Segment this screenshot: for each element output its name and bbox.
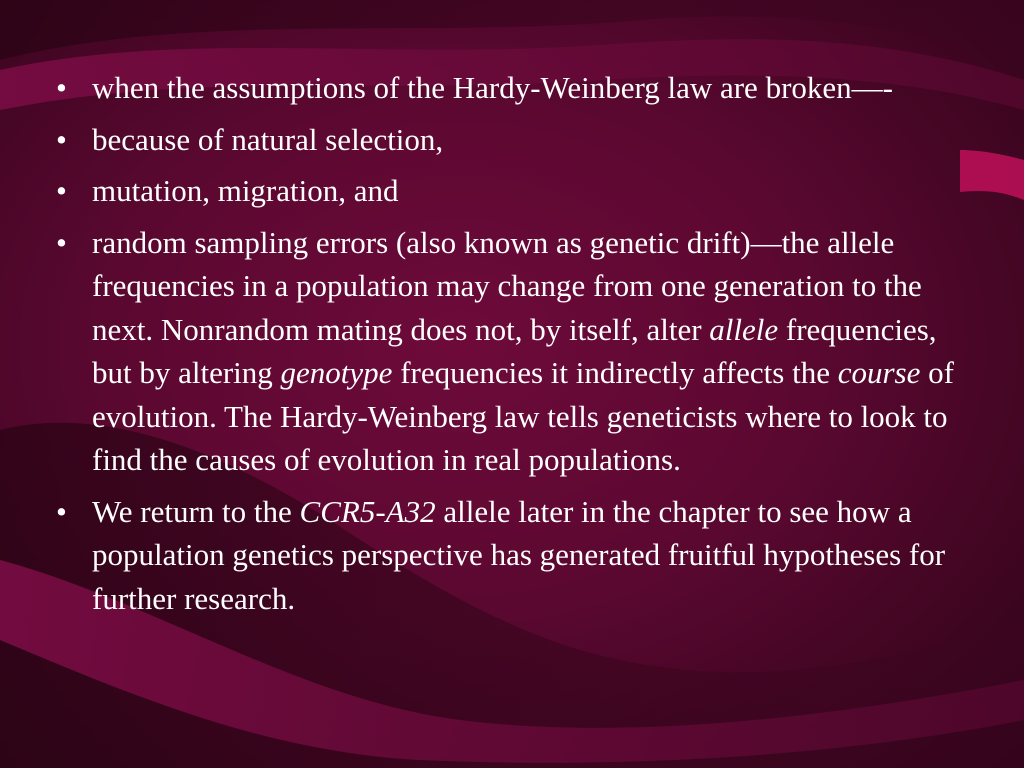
- bullet-marker: •: [56, 173, 67, 208]
- bullet-marker: •: [56, 121, 67, 157]
- bullet-item: [50, 66, 965, 110]
- bullet-marker: •: [56, 70, 67, 105]
- italic-term-allele: allele: [709, 311, 779, 347]
- italic-term-course: course: [837, 355, 921, 390]
- bullet-text-segment: frequencies it indirectly affects the: [392, 355, 838, 390]
- bullet-text-segment: of evolution. The Hardy-Weinberg law tells geneticists where to look to find the causes of evolution in real populations.: [92, 355, 954, 477]
- bullet-marker: •: [56, 224, 67, 260]
- bullet-text-segment: allele later in the chapter to see how a population genetics perspective has generated fruitful hypotheses for further research.: [92, 493, 946, 616]
- bullet-text: because of natural selection,: [92, 121, 444, 157]
- bullet-text-segment: random sampling errors (also known as genetic drift)—the allele frequencies in a population may change from one generation to the next. Nonrandom mating does not, by itself, alter: [92, 224, 922, 347]
- bullet-item: [50, 118, 965, 162]
- bullet-item: [50, 490, 965, 621]
- bullet-marker: •: [56, 493, 67, 529]
- bullet-list: [50, 66, 965, 620]
- bullet-item: [50, 169, 965, 213]
- bullet-item: [50, 221, 965, 482]
- slide-content: [50, 66, 965, 628]
- italic-term-ccr5: CCR5-A32: [299, 493, 436, 529]
- italic-term-genotype: genotype: [280, 355, 393, 390]
- bullet-text-segment: frequencies, but by altering: [92, 311, 937, 390]
- bullet-text: mutation, migration, and: [92, 173, 399, 208]
- bullet-text: when the assumptions of the Hardy-Weinberg law are broken—-: [92, 70, 893, 105]
- bullet-text-segment: We return to the: [92, 493, 300, 529]
